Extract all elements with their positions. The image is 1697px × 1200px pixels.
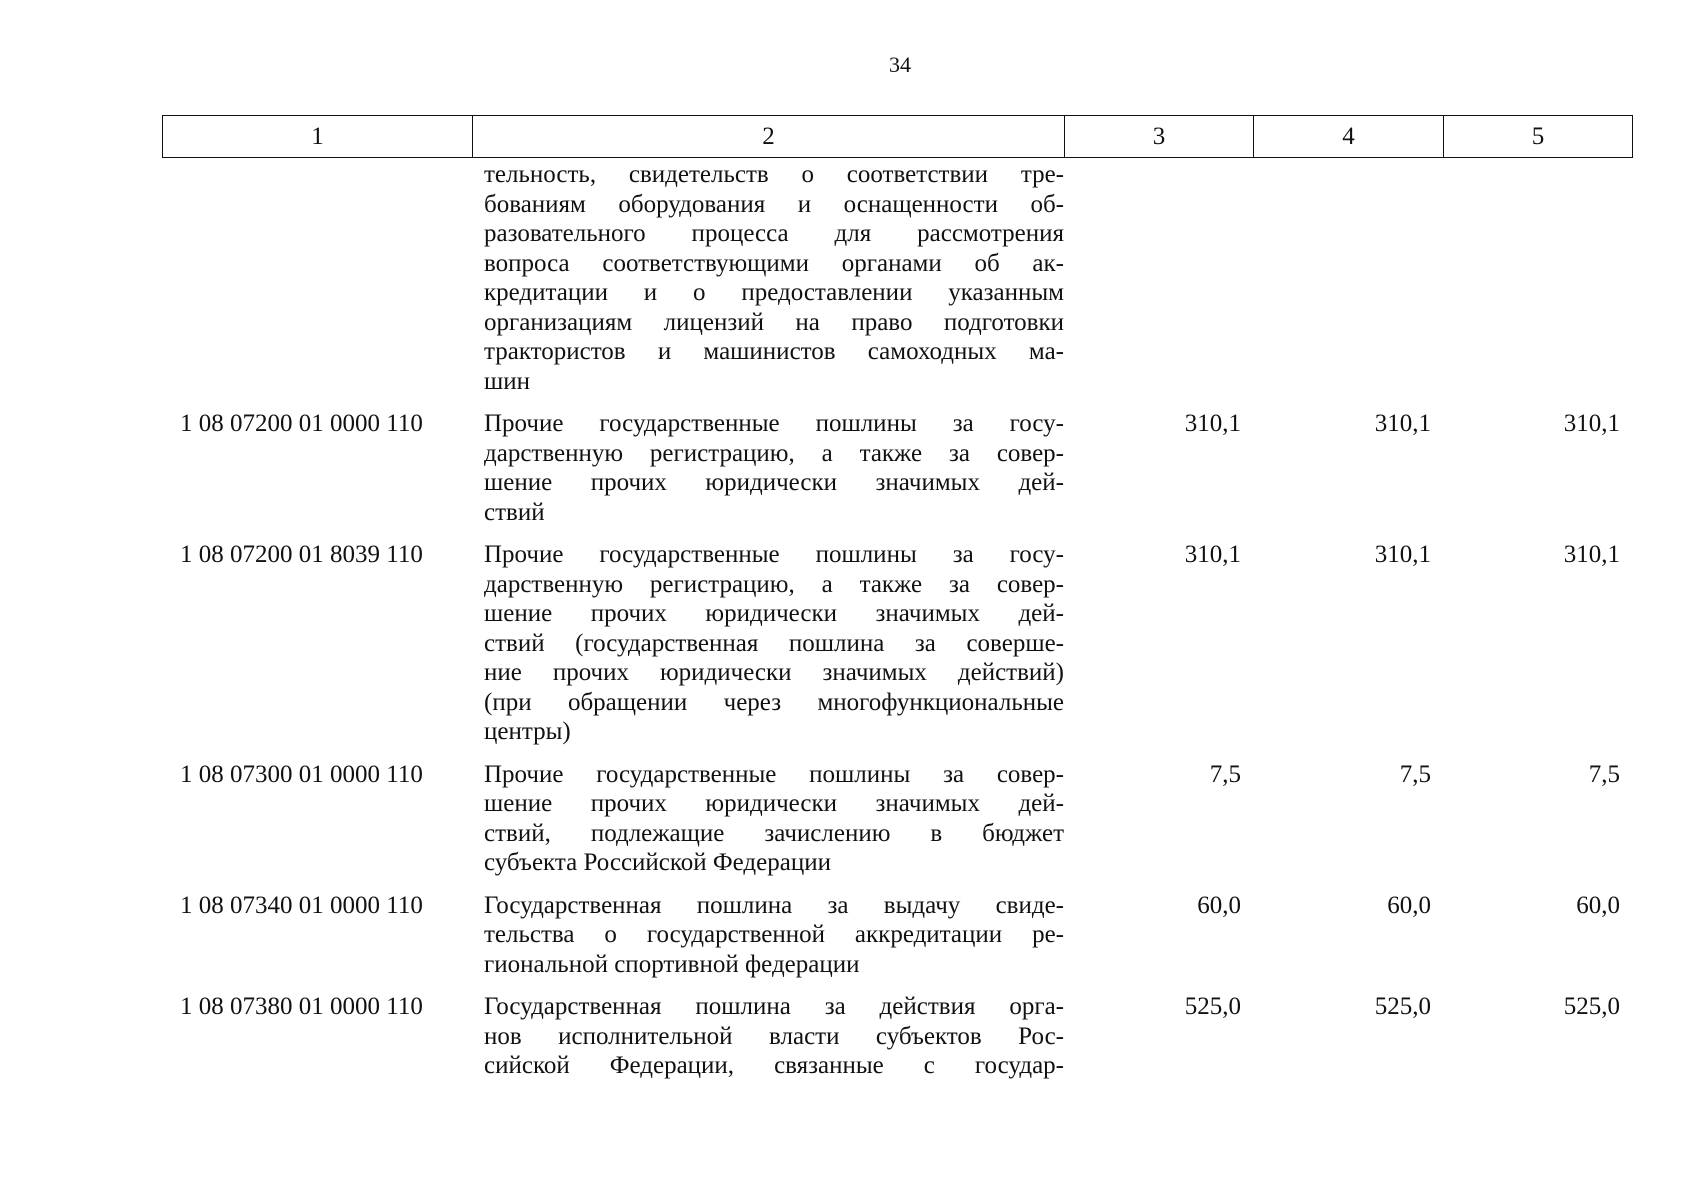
value-col-4: 310,1 <box>1374 541 1431 568</box>
code-cell: 1 08 07200 01 0000 110 <box>180 410 423 437</box>
description-line: сийской Федерации, связанные с государ- <box>484 1052 1064 1079</box>
description-line: трактористов и машинистов самоходных ма- <box>484 338 1064 365</box>
description-line: Прочие государственные пошлины за госу- <box>484 410 1064 437</box>
header-col-5: 5 <box>1444 116 1633 158</box>
value-col-5 <box>1443 160 1632 396</box>
description-cell <box>472 540 1064 747</box>
value-col-4: 60,0 <box>1387 891 1431 919</box>
value-col-5: 310,1 <box>1563 410 1620 437</box>
description-cell <box>472 409 1064 527</box>
description-cell <box>472 891 1064 980</box>
value-col-3: 310,1 <box>1184 541 1241 568</box>
value-col-3: 310,1 <box>1184 410 1241 437</box>
table-row <box>162 891 1632 980</box>
description-line: бованиям оборудования и оснащенности об- <box>484 190 1064 218</box>
description-line: центры) <box>484 718 571 745</box>
description-line: шение прочих юридически значимых дей- <box>484 790 1064 817</box>
code-cell: 1 08 07300 01 0000 110 <box>180 760 423 788</box>
description-line: дарственную регистрацию, а также за совер- <box>484 439 1064 467</box>
value-col-3 <box>1064 160 1253 396</box>
description-line: (при обращении через многофункциональные <box>484 688 1064 716</box>
description-line: нов исполнительной власти субъектов Рос- <box>484 1022 1064 1050</box>
value-col-5: 310,1 <box>1563 541 1620 568</box>
description-line: субъекта Российской Федерации <box>484 849 831 876</box>
description-line: тельства о государственной аккредитации ре- <box>484 921 1064 948</box>
header-col-4: 4 <box>1254 116 1444 158</box>
header-col-3: 3 <box>1065 116 1254 158</box>
description-line: вопроса соответствующими органами об ак- <box>484 249 1064 277</box>
table-row <box>162 409 1632 527</box>
header-col-1: 1 <box>163 116 473 158</box>
value-col-5: 525,0 <box>1563 993 1620 1020</box>
description-line: гиональной спортивной федерации <box>484 950 860 978</box>
value-col-5: 60,0 <box>1576 891 1620 919</box>
value-col-4: 7,5 <box>1399 760 1431 788</box>
code-cell: 1 08 07380 01 0000 110 <box>180 993 423 1020</box>
table-row <box>162 540 1632 747</box>
description-line: шение прочих юридически значимых дей- <box>484 600 1064 627</box>
code-cell <box>162 160 472 396</box>
description-line: Прочие государственные пошлины за совер- <box>484 760 1064 788</box>
description-cell <box>472 160 1064 396</box>
table-header <box>162 115 1633 158</box>
table-row <box>162 992 1632 1081</box>
code-cell: 1 08 07200 01 8039 110 <box>180 541 423 568</box>
value-col-3: 60,0 <box>1197 891 1241 919</box>
value-col-3: 7,5 <box>1209 760 1241 788</box>
table-row-continuation <box>162 160 1632 396</box>
table-row <box>162 760 1632 878</box>
description-cell <box>472 760 1064 878</box>
page-number: 34 <box>889 52 911 77</box>
value-col-4: 310,1 <box>1374 410 1431 437</box>
value-col-5: 7,5 <box>1588 760 1620 788</box>
description-line: ствий <box>484 498 545 526</box>
value-col-4 <box>1253 160 1443 396</box>
description-line: Прочие государственные пошлины за госу- <box>484 541 1064 568</box>
value-col-4: 525,0 <box>1374 993 1431 1020</box>
description-line: разовательного процесса для рассмотрения <box>484 220 1064 247</box>
table-body <box>162 160 1632 1094</box>
description-line: ствий (государственная пошлина за соверше- <box>484 629 1064 657</box>
description-line: кредитации и о предоставлении указанным <box>484 279 1064 306</box>
header-col-2: 2 <box>473 116 1065 158</box>
description-line: организациям лицензий на право подготовки <box>484 308 1064 336</box>
description-line: ствий, подлежащие зачислению в бюджет <box>484 819 1064 847</box>
description-line: шин <box>484 367 531 395</box>
description-line: Государственная пошлина за действия орга- <box>484 993 1064 1020</box>
description-line: дарственную регистрацию, а также за совер- <box>484 570 1064 598</box>
code-cell: 1 08 07340 01 0000 110 <box>180 891 423 919</box>
value-col-3: 525,0 <box>1184 993 1241 1020</box>
description-line: тельность, свидетельств о соответствии тре- <box>484 161 1064 188</box>
description-line: шение прочих юридически значимых дей- <box>484 469 1064 496</box>
description-cell <box>472 992 1064 1081</box>
description-line: Государственная пошлина за выдачу свиде- <box>484 891 1064 919</box>
description-line: ние прочих юридически значимых действий) <box>484 659 1064 686</box>
